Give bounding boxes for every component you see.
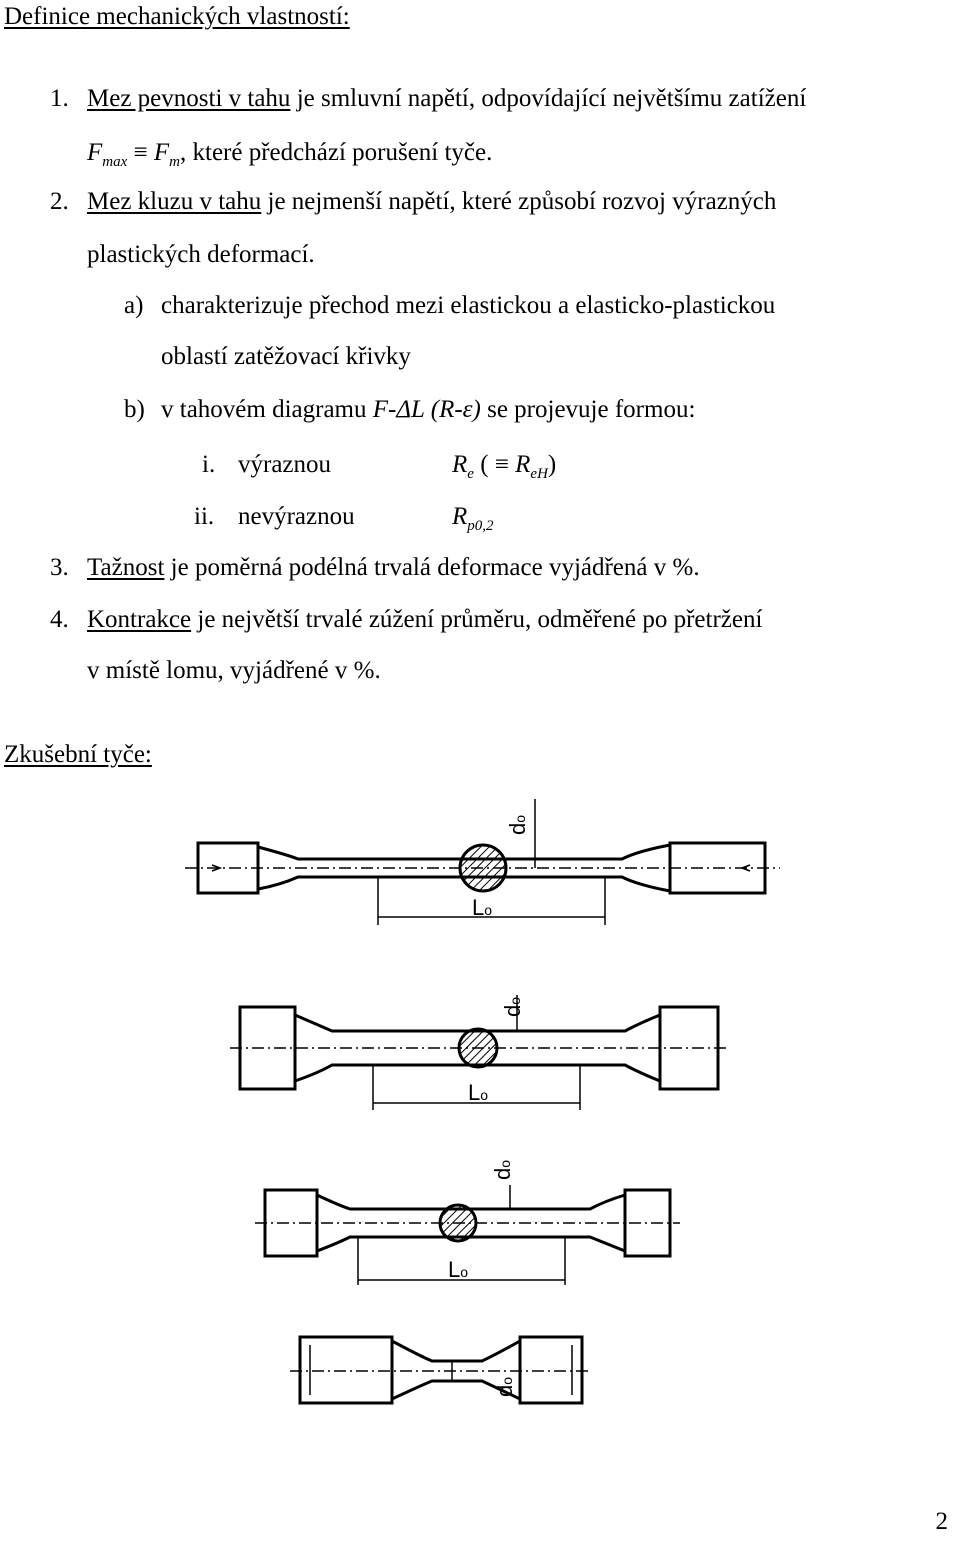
definition-1-formula: $F_{max} \equiv F_m$, které předchází porušení tyče. <box>87 139 493 170</box>
dimension-d0-3: do <box>490 1159 515 1180</box>
term: Mez kluzu v tahu <box>87 188 262 215</box>
definition-2-cont: plastických deformací. <box>87 241 315 268</box>
sublist-b-text: v tahovém diagramu F-ΔL (R-ε) se projevuje formou: <box>161 396 696 423</box>
test-bar-drawings <box>160 785 800 1445</box>
page-heading: Definice mechanických vlastností: <box>4 3 350 30</box>
sublist-a-line2: oblastí zatěžovací křivky <box>161 343 411 370</box>
list-number-2: 2. <box>50 188 69 215</box>
roman-i-text: výraznou <box>238 451 332 478</box>
roman-ii-text: nevýraznou <box>238 503 355 530</box>
section-heading: Zkušební tyče: <box>4 741 152 768</box>
definition-1 <box>87 84 806 114</box>
term: Mez pevnosti v tahu <box>87 85 291 112</box>
sublist-a-line1: charakterizuje přechod mezi elastickou a elasticko-plastickou <box>161 292 776 319</box>
definition-3: Tažnost je poměrná podélná trvalá deformace vyjádřená v %. <box>87 554 700 581</box>
term: Tažnost <box>87 554 165 581</box>
list-number-1: 1. <box>50 85 69 112</box>
term: Kontrakce <box>87 606 192 633</box>
definition-4-cont: v místě lomu, vyjádřené v %. <box>87 657 381 684</box>
definition-text: je smluvní napětí, odpovídající největšímu zatížení <box>290 85 807 112</box>
definition-text: je nejmenší napětí, které způsobí rozvoj výrazných <box>261 188 777 215</box>
page-number: 2 <box>935 1508 948 1535</box>
sublist-label-b: b) <box>124 396 145 423</box>
list-number-3: 3. <box>50 554 69 581</box>
dimension-l0-2: Lo <box>468 1080 489 1105</box>
roman-i-symbol: $R_e$ ( ≡ $R_{eH}$) <box>452 451 557 482</box>
sublist-label-a: a) <box>124 292 144 319</box>
dimension-d0-2: do <box>500 996 525 1017</box>
list-number-4: 4. <box>50 606 69 633</box>
dimension-l0-3: Lo <box>448 1257 469 1282</box>
roman-label-ii: ii. <box>194 503 215 530</box>
roman-ii-symbol: $R_{p0,2}$ <box>452 503 494 534</box>
definition-2 <box>87 187 776 217</box>
definition-4: Kontrakce je největší trvalé zúžení průměru, odměřené po přetržení <box>87 606 763 633</box>
roman-label-i: i. <box>202 451 216 478</box>
test-bar-4 <box>290 1337 590 1403</box>
dimension-l0-1: Lo <box>472 895 493 920</box>
dimension-d0-4: do <box>492 1376 517 1397</box>
dimension-d0-1: do <box>505 814 530 835</box>
